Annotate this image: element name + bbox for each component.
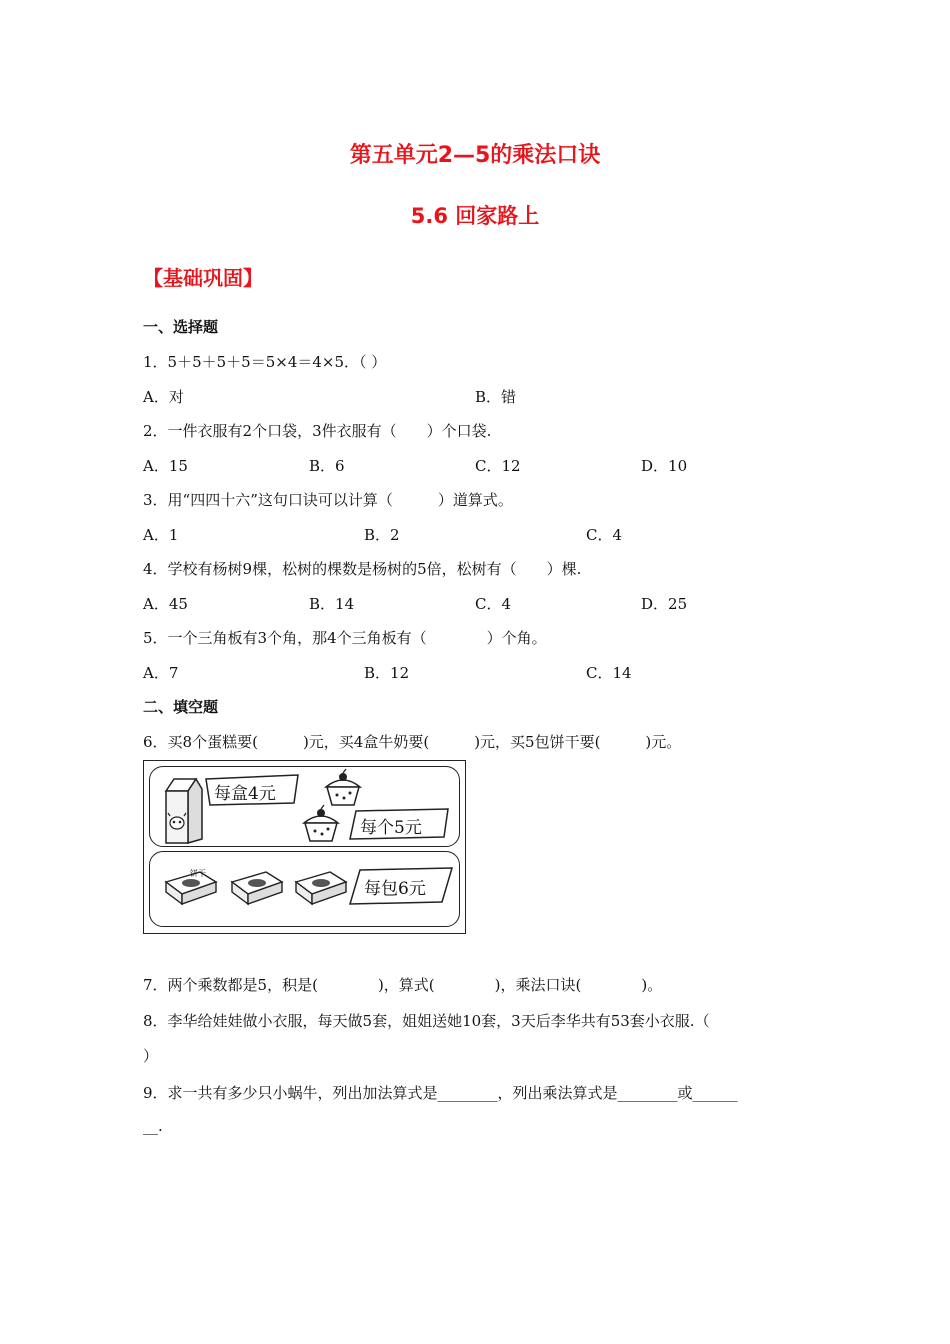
question-9-line-1: 9．求一共有多少只小蜗牛，列出加法算式是________，列出乘法算式是________或______ xyxy=(143,1084,738,1102)
question-2: 2．一件衣服有2个口袋，3件衣服有（ ）个口袋. xyxy=(143,422,492,440)
question-8-line-1: 8．李华给娃娃做小衣服，每天做5套，姐姐送她10套，3天后李华共有53套小衣服.（ xyxy=(143,1012,710,1030)
section-basic-heading: 【基础巩固】 xyxy=(143,266,263,290)
q4-option-d: D．25 xyxy=(641,595,688,613)
question-7: 7．两个乘数都是5，积是( )，算式( )，乘法口诀( )。 xyxy=(143,976,663,994)
q5-option-b: B．12 xyxy=(364,664,410,682)
page-title: 第五单元2—5的乘法口诀 xyxy=(349,143,601,168)
question-6: 6．买8个蛋糕要( )元，买4盒牛奶要( )元，买5包饼干要( )元。 xyxy=(143,733,682,751)
question-3: 3．用“四四十六”这句口诀可以计算（ ）道算式。 xyxy=(143,491,513,509)
q5-option-c: C．14 xyxy=(586,664,632,682)
q5-option-a: A．7 xyxy=(143,664,179,682)
q3-option-c: C．4 xyxy=(586,526,623,544)
biscuit-box-icon xyxy=(294,870,348,906)
question-8-line-2: ） xyxy=(143,1047,159,1065)
biscuit-price-label: 每包6元 xyxy=(364,879,426,899)
cake-icon xyxy=(300,805,342,843)
biscuit-box-icon xyxy=(230,870,284,906)
q4-option-b: B．14 xyxy=(309,595,355,613)
q2-option-a: A．15 xyxy=(143,457,188,475)
q3-option-b: B．2 xyxy=(364,526,400,544)
q2-option-c: C．12 xyxy=(475,457,521,475)
biscuit-panel xyxy=(149,851,460,927)
q4-option-c: C．4 xyxy=(475,595,512,613)
question-5: 5．一个三角板有3个角，那4个三角板有（ ）个角。 xyxy=(143,629,547,647)
milk-carton-icon xyxy=(160,775,206,845)
biscuit-box-label: 饼干 xyxy=(190,869,206,878)
q2-option-b: B．6 xyxy=(309,457,345,475)
question-1: 1．5＋5＋5＋5＝5×4＝4×5．（ ） xyxy=(143,353,387,371)
lesson-title: 5.6 回家路上 xyxy=(410,204,540,228)
milk-price-label: 每盒4元 xyxy=(214,784,276,804)
section-fill-heading: 二、填空题 xyxy=(143,698,219,716)
price-figure xyxy=(143,760,466,934)
question-9-line-2: __. xyxy=(143,1117,163,1135)
question-4: 4．学校有杨树9棵，松树的棵数是杨树的5倍，松树有（ ）棵. xyxy=(143,560,582,578)
cake-price-label: 每个5元 xyxy=(360,818,422,838)
q1-option-b: B．错 xyxy=(475,388,517,406)
milk-cake-panel xyxy=(149,766,460,847)
q2-option-d: D．10 xyxy=(641,457,688,475)
q1-option-a: A．对 xyxy=(143,388,184,406)
q3-option-a: A．1 xyxy=(143,526,179,544)
section-choice-heading: 一、选择题 xyxy=(143,318,219,336)
cake-icon xyxy=(322,769,364,807)
q4-option-a: A．45 xyxy=(143,595,188,613)
